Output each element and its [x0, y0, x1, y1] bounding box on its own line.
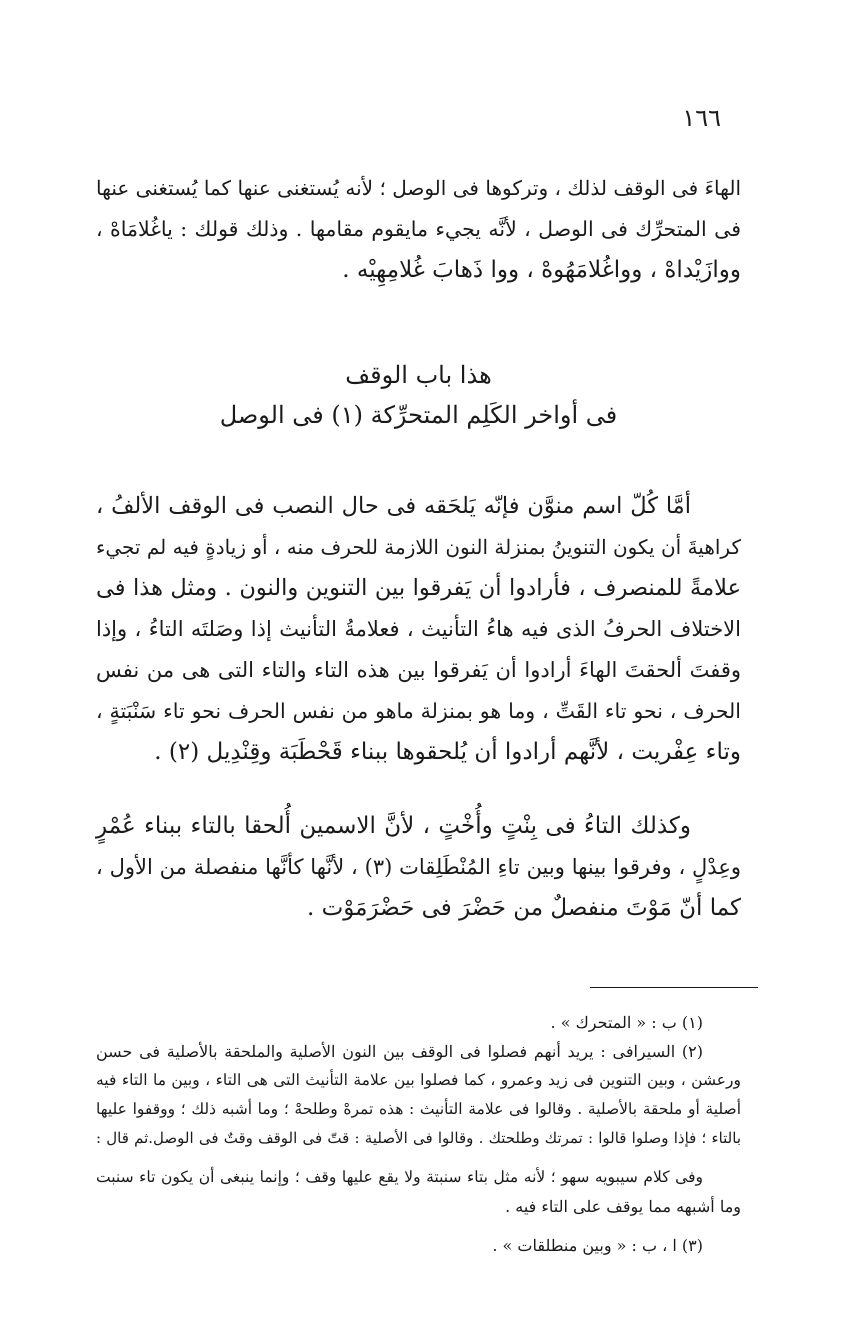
text-line: كما أنّ مَوْتَ منفصلٌ من حَضْرَ فى حَضْرَمَوْت .: [306, 895, 741, 921]
text-line: وتاء عِفْريت ، لأنَّهم أرادوا أن يُلحقوها ببناء قَحْطَبَة وقِنْدِيل (٢) .: [154, 739, 741, 765]
intro-paragraph: [96, 168, 741, 291]
chapter-title: هذا باب الوقف: [345, 361, 492, 389]
footnote-separator: [590, 987, 758, 988]
footnote-2-continuation: وفى كلام سيبويه سهو ؛ لأنه مثل بتاء سنبتة ولا يقع عليها وقف ؛ وإنما ينبغى أن يكون تاء سنبت: [96, 1168, 703, 1186]
footnote-2-line: بالتاء ؛ فإذا وصلوا قالوا : تمرتك وطلحتك . وقالوا فى الأصلية : قتّ فى الوقف وقتٌ فى الوصل.ثم قال :: [96, 1129, 741, 1147]
footnotes: [96, 1008, 741, 1260]
chapter-heading: [96, 355, 741, 435]
text-line: الحرف ، نحو تاء القَتِّ ، وما هو بمنزلة ماهو من نفس الحرف نحو تاء سَنْبَتةٍ ،: [96, 699, 741, 723]
footnote-1: (١) ب : « المتحرك » .: [550, 1013, 703, 1032]
text-line: وكذلك التاءُ فى بِنْتٍ وأُخْتٍ ، لأنَّ الاسمين أُلحقا بالتاء ببناء عُمْرٍ: [96, 813, 691, 839]
text-line: ووازَيْداهْ ، وواغُلامَهُوهْ ، ووا ذَهابَ غُلامِهِيْه .: [342, 257, 741, 283]
page-number: ١٦٦: [682, 104, 721, 132]
paragraph-one: [96, 486, 741, 773]
text-line: كراهيةَ أن يكون التنوينُ بمنزلة النون اللازمة للحرف منه ، أو زيادةٍ فيه لم تجيء: [95, 535, 741, 559]
text-line: وقفتَ ألحقتَ الهاءَ أرادوا أن يَفرقوا بين هذه التاء والتاء التى هى من نفس: [96, 658, 741, 682]
text-line: وعِدْلٍ ، وفرقوا بينها وبين تاءِ المُنْطَلِقات (٣) ، لأنَّها كأنَّها منفصلة من الأول ،: [96, 855, 741, 879]
footnote-2-line: (٢) السيرافى : يريد أنهم فصلوا فى الوقف بين النون الأصلية والملحقة بالأصلية فى حسن: [96, 1042, 704, 1061]
footnote-2-line: أصلية أو ملحقة بالأصلية . وقالوا فى علامة التأنيث : هذه تمرهْ وطلحهْ ؛ وما أشبه ذلك ؛ ووقفوا عليها: [96, 1100, 741, 1118]
footnote-gap: [96, 1221, 741, 1231]
footnote-2-line: ورعشن ، وبين التنوين فى زيد وعمرو ، كما فصلوا بين علامة التأنيث التى هى التاء ، وبين ما التاء فيه: [96, 1071, 741, 1089]
text-line: علامةً للمنصرف ، فأرادوا أن يَفرقوا بين التنوين والنون . ومثل هذا فى: [96, 575, 741, 601]
text-line: الاختلاف الحرفُ الذى فيه هاءُ التأنيث ، فعلامةُ التأنيث إذا وصَلتَه التاءُ ، وإذا: [96, 617, 741, 641]
text-line: فى المتحرِّك فى الوصل ، لأنَّه يجيء مايقوم مقامها . وذلك قولك : ياغُلامَاهْ ،: [96, 217, 741, 241]
text-line: الهاءَ فى الوقف لذلك ، وتركوها فى الوصل ؛ لأنه يُستغنى عنها كما يُستغنى عنها: [96, 176, 741, 200]
paragraph-two: [96, 806, 741, 929]
footnote-3: (٣) ا ، ب : « وبين منطلقات » .: [492, 1236, 703, 1255]
footnote-gap: [96, 1153, 741, 1163]
footnote-2-continuation: وما أشبهه مما يوقف على التاء فيه .: [505, 1197, 741, 1216]
chapter-subtitle: فى أواخر الكَلِم المتحرِّكة (١) فى الوصل: [219, 401, 618, 429]
text-line: أمَّا كُلّ اسم منوَّن فإنّه يَلحَقه فى حال النصب فى الوقف الألفُ ،: [96, 493, 691, 519]
